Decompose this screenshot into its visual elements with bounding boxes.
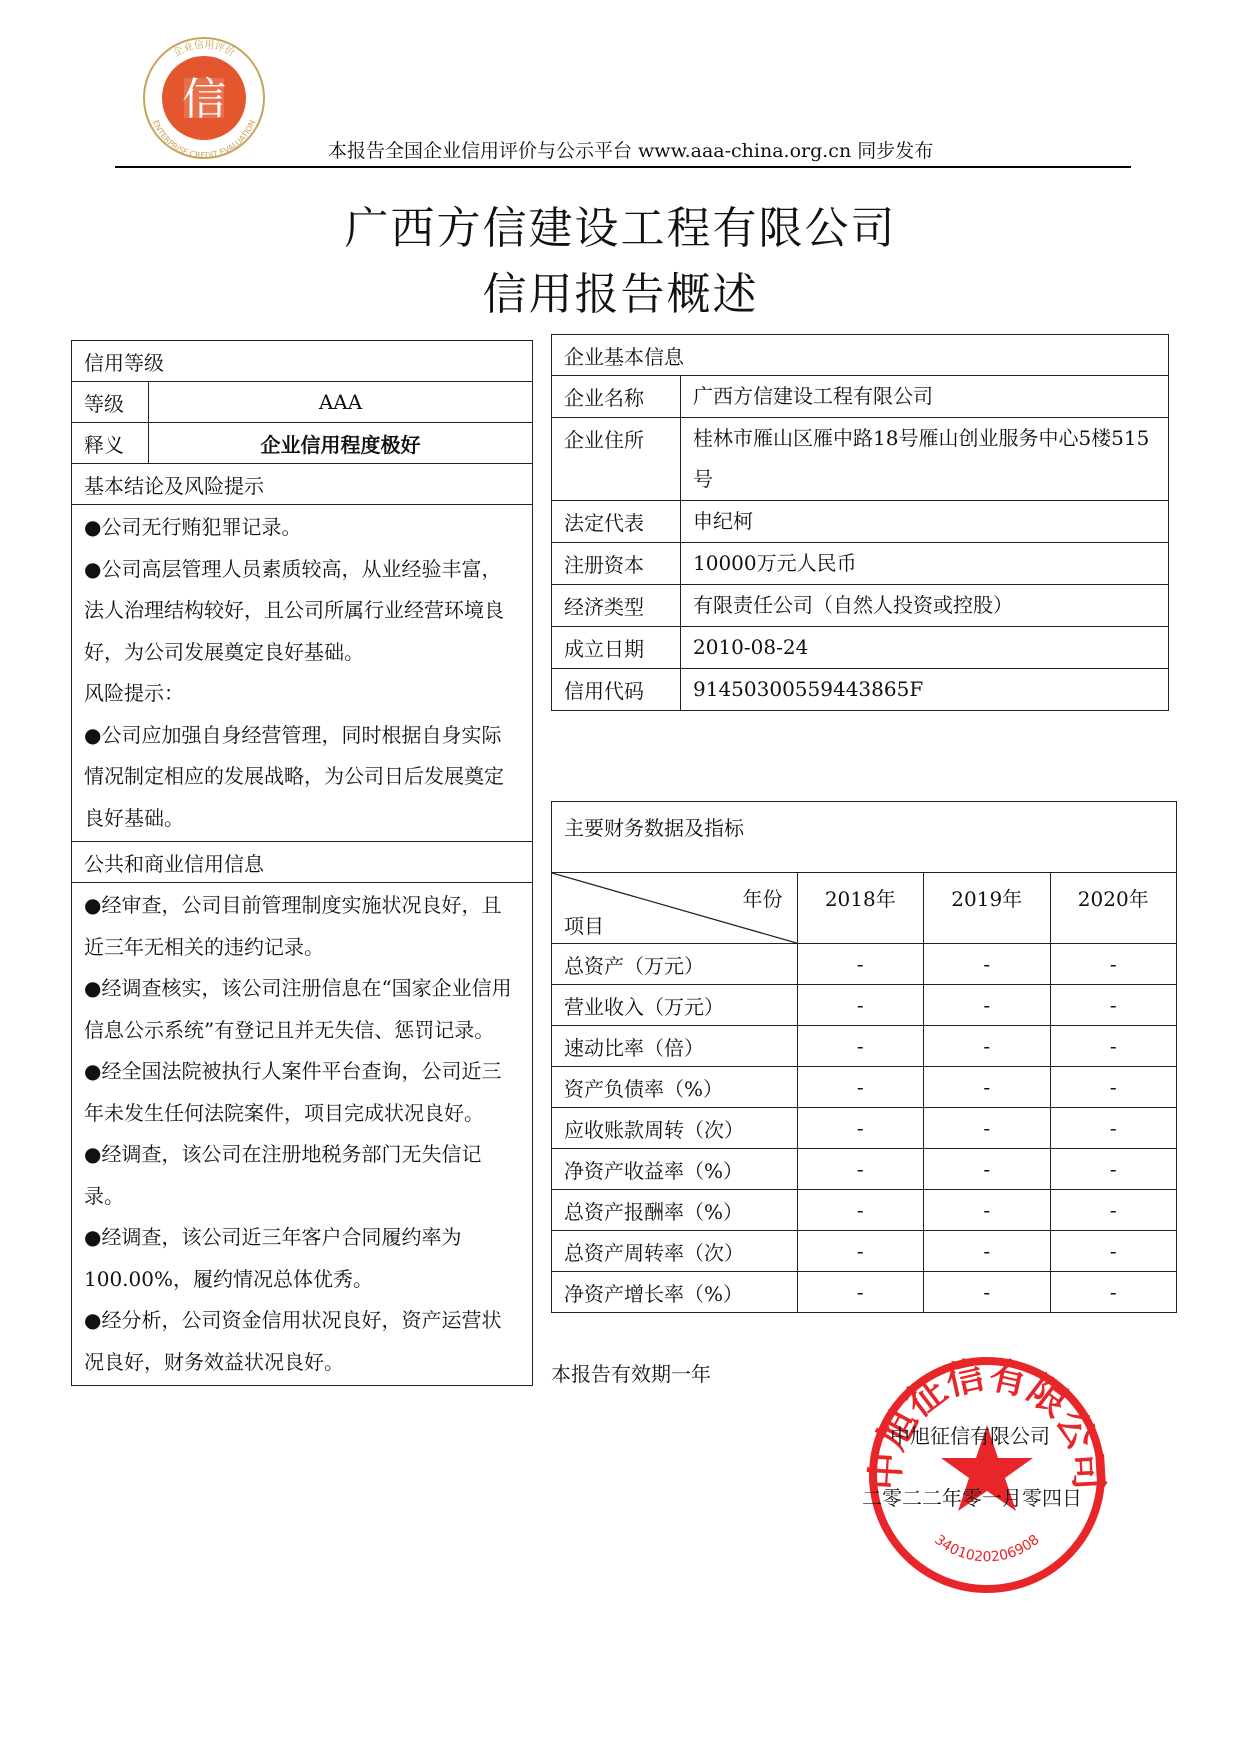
info-label: 法定代表	[552, 501, 681, 543]
year-corner-label: 年份	[742, 887, 783, 911]
year-header: 2020年	[1050, 873, 1177, 944]
item-corner-label: 项目	[564, 914, 604, 938]
financial-row	[552, 985, 1177, 1026]
svg-text:3401020206908	[931, 1532, 1043, 1566]
legal-rep-value: 申纪柯	[681, 501, 1169, 543]
basic-info-section: 企业基本信息	[552, 335, 1169, 376]
seal-text: 中旭征信有限公司	[862, 1351, 1112, 1492]
metric-label: 净资产收益率（%）	[552, 1149, 798, 1190]
meaning-label: 释义	[72, 423, 149, 464]
metric-value: -	[797, 1190, 923, 1231]
logo-top-text: 企业信用评价	[171, 39, 237, 60]
metric-value: -	[924, 985, 1050, 1026]
svg-text:企业信用评价	[171, 38, 237, 59]
financial-row	[552, 944, 1177, 985]
public-info-section: 公共和商业信用信息	[72, 842, 533, 883]
conclusion-body	[72, 505, 533, 842]
metric-value: -	[797, 1231, 923, 1272]
public-info-item: ●经审查，公司目前管理制度实施状况良好，且近三年无相关的违约记录。	[84, 893, 502, 959]
metric-label: 应收账款周转（次）	[552, 1108, 798, 1149]
metric-value: -	[797, 1067, 923, 1108]
metric-value: -	[1050, 1067, 1177, 1108]
logo-bottom-text: ENTERPRISE CREDIT EVALUATION	[150, 118, 258, 161]
metric-value: -	[924, 1108, 1050, 1149]
header-rule	[115, 166, 1131, 168]
address-value: 桂林市雁山区雁中路18号雁山创业服务中心5楼515号	[681, 418, 1169, 501]
logo-glyph: 信	[182, 74, 226, 125]
metric-value: -	[1050, 1231, 1177, 1272]
report-title: 信用报告概述	[482, 269, 759, 320]
conclusion-item: ●公司高层管理人员素质较高，从业经验丰富，法人治理结构较好，且公司所属行业经营环境良好，为公司发展奠定良好基础。	[84, 556, 504, 664]
info-label: 成立日期	[552, 627, 681, 669]
public-info-item: ●经全国法院被执行人案件平台查询，公司近三年未发生任何法院案件，项目完成状况良好。	[84, 1059, 502, 1125]
meaning-value: 企业信用程度极好	[149, 423, 533, 464]
metric-value: -	[1050, 944, 1177, 985]
info-label: 信用代码	[552, 669, 681, 711]
metric-value: -	[1050, 1026, 1177, 1067]
validity-note: 本报告有效期一年	[551, 1362, 711, 1386]
financial-row	[552, 1067, 1177, 1108]
issuer-name: 中旭征信有限公司	[890, 1424, 1050, 1448]
company-seal	[862, 1350, 1112, 1600]
founded-date-value: 2010-08-24	[681, 627, 1169, 669]
metric-value: -	[924, 1272, 1050, 1313]
metric-label: 净资产增长率（%）	[552, 1272, 798, 1313]
financial-row	[552, 1190, 1177, 1231]
capital-value: 10000万元人民币	[681, 543, 1169, 585]
enterprise-credit-evaluation-logo	[140, 34, 268, 162]
metric-value: -	[1050, 1190, 1177, 1231]
metric-label: 营业收入（万元）	[552, 985, 798, 1026]
company-name-value: 广西方信建设工程有限公司	[681, 376, 1169, 418]
credit-grade-section: 信用等级	[72, 341, 533, 382]
metric-value: -	[924, 1067, 1050, 1108]
metric-value: -	[797, 1026, 923, 1067]
info-label: 企业住所	[552, 418, 681, 501]
economic-type-value: 有限责任公司（自然人投资或控股）	[681, 585, 1169, 627]
financial-row	[552, 1272, 1177, 1313]
metric-value: -	[924, 944, 1050, 985]
public-info-item: ●经调查，该公司近三年客户合同履约率为100.00%，履约情况总体优秀。	[84, 1225, 462, 1291]
public-info-item: ●经调查核实，该公司注册信息在“国家企业信用信息公示系统”有登记且并无失信、惩罚记录。	[84, 976, 512, 1042]
financial-row	[552, 1231, 1177, 1272]
metric-value: -	[797, 944, 923, 985]
conclusion-item: ●公司应加强自身经营管理，同时根据自身实际情况制定相应的发展战略，为公司日后发展奠定良好基础。	[84, 722, 504, 830]
info-label: 企业名称	[552, 376, 681, 418]
metric-label: 总资产周转率（次）	[552, 1231, 798, 1272]
metric-value: -	[797, 1108, 923, 1149]
metric-value: -	[924, 1190, 1050, 1231]
grade-label: 等级	[72, 382, 149, 423]
publish-notice: 本报告全国企业信用评价与公示平台 www.aaa-china.org.cn 同步发布	[328, 140, 934, 162]
metric-label: 资产负债率（%）	[552, 1067, 798, 1108]
public-info-item: ●经分析，公司资金信用状况良好，资产运营状况良好，财务效益状况良好。	[84, 1308, 502, 1374]
seal-code: 3401020206908	[931, 1531, 1043, 1566]
year-header: 2019年	[924, 873, 1050, 944]
metric-label: 总资产（万元）	[552, 944, 798, 985]
metric-value: -	[1050, 985, 1177, 1026]
risk-heading: 风险提示：	[84, 681, 184, 705]
financial-table	[551, 801, 1177, 1313]
header-diagonal-cell	[552, 873, 798, 944]
metric-label: 总资产报酬率（%）	[552, 1190, 798, 1231]
financial-row	[552, 1026, 1177, 1067]
issue-date: 二零二二年零一月零四日	[862, 1486, 1082, 1510]
info-label: 注册资本	[552, 543, 681, 585]
metric-label: 速动比率（倍）	[552, 1026, 798, 1067]
company-title: 广西方信建设工程有限公司	[344, 203, 897, 254]
public-info-body	[72, 883, 533, 1386]
financial-section: 主要财务数据及指标	[552, 802, 1177, 873]
metric-value: -	[797, 985, 923, 1026]
financial-rows	[552, 944, 1177, 1313]
year-header: 2018年	[797, 873, 923, 944]
metric-value: -	[797, 1149, 923, 1190]
financial-row	[552, 1149, 1177, 1190]
info-label: 经济类型	[552, 585, 681, 627]
conclusion-section: 基本结论及风险提示	[72, 464, 533, 505]
metric-value: -	[1050, 1149, 1177, 1190]
metric-value: -	[924, 1231, 1050, 1272]
conclusion-item: ●公司无行贿犯罪记录。	[84, 515, 302, 539]
metric-value: -	[924, 1149, 1050, 1190]
grade-value: AAA	[149, 382, 533, 423]
metric-value: -	[924, 1026, 1050, 1067]
metric-value: -	[797, 1272, 923, 1313]
basic-info-table	[551, 334, 1169, 711]
public-info-item: ●经调查，该公司在注册地税务部门无失信记录。	[84, 1142, 482, 1208]
credit-summary-table	[71, 340, 533, 1386]
credit-code-value: 91450300559443865F	[681, 669, 1169, 711]
financial-row	[552, 1108, 1177, 1149]
metric-value: -	[1050, 1108, 1177, 1149]
metric-value: -	[1050, 1272, 1177, 1313]
